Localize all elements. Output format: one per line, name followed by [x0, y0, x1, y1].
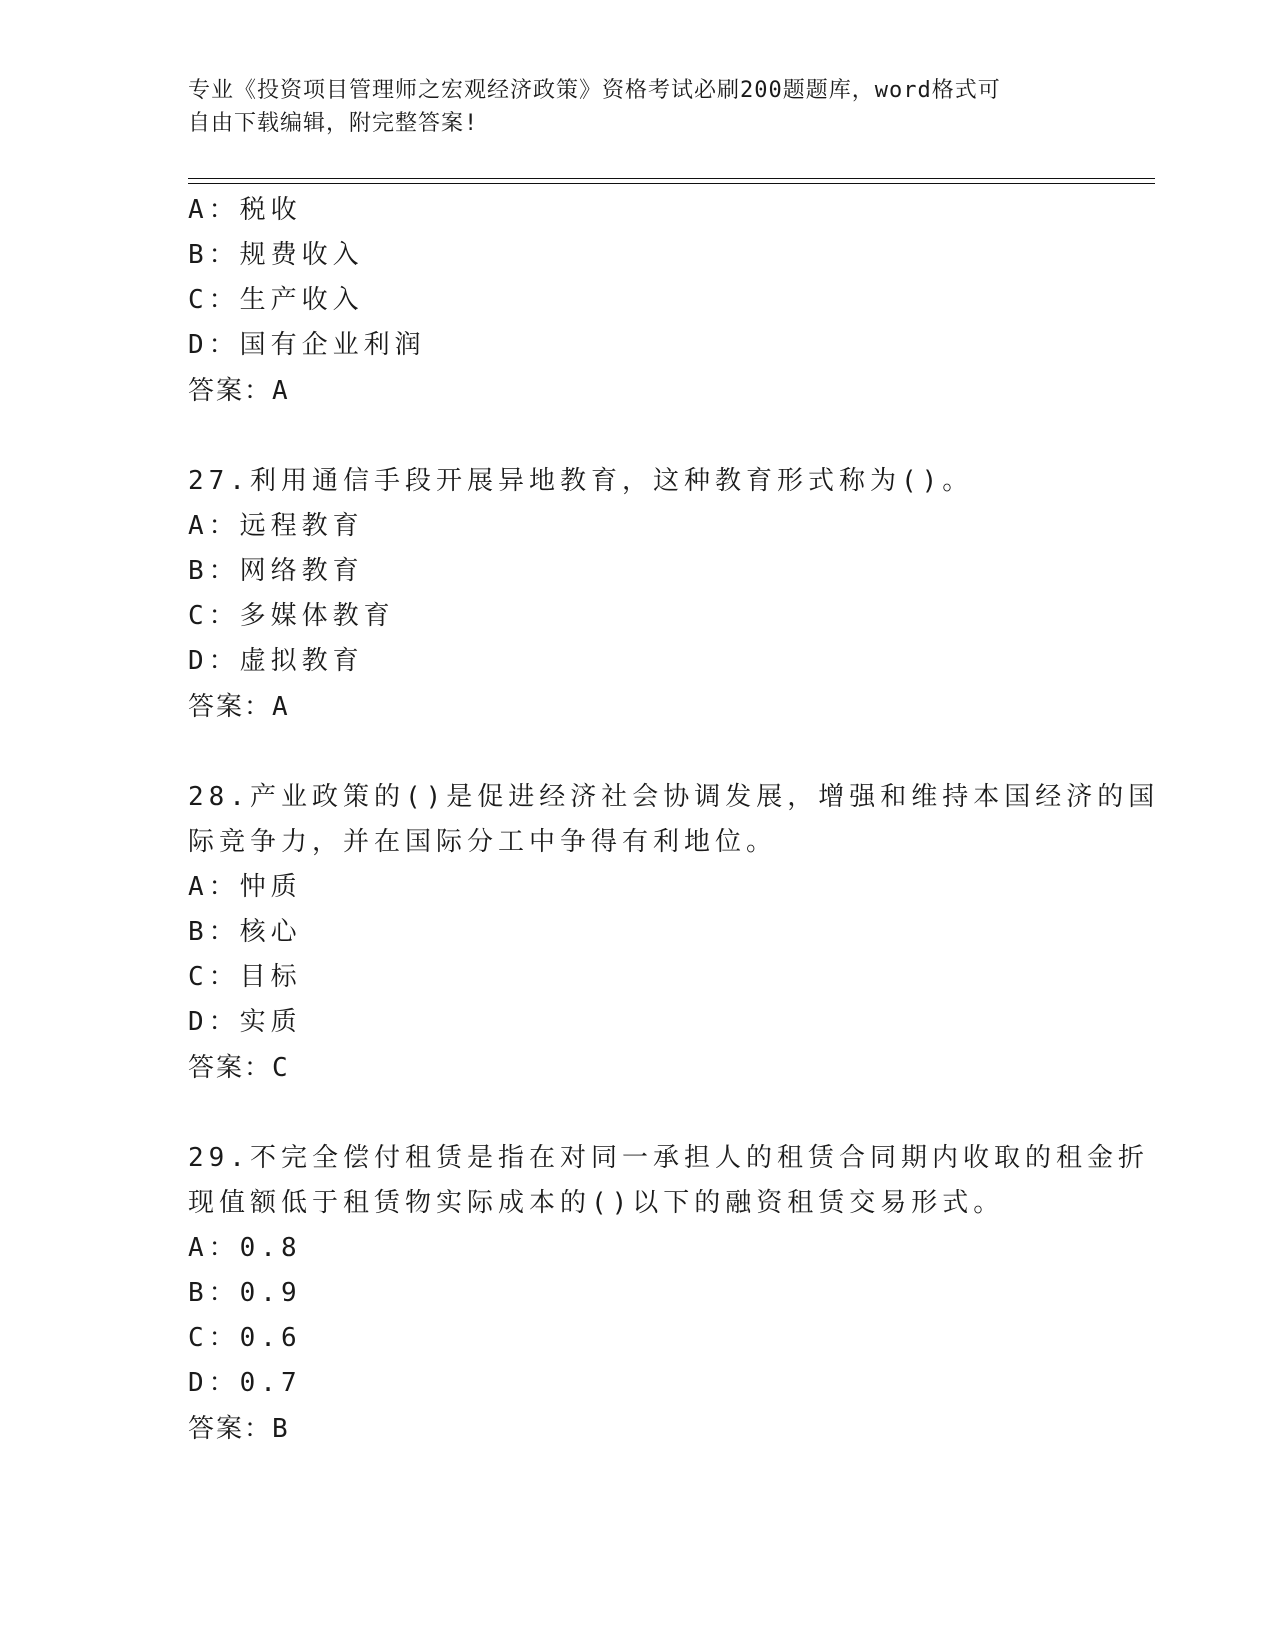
q29-option-c: C：0.6	[188, 1323, 302, 1353]
q29-answer	[188, 1413, 290, 1445]
q29-option-a: A：0.8	[188, 1233, 302, 1263]
q28-option-d: D：实质	[188, 1007, 302, 1037]
answer-label: 答案：	[188, 692, 273, 722]
q26-option-d: D：国有企业利润	[188, 330, 426, 360]
q27-option-a: A：远程教育	[188, 511, 364, 541]
header-divider-bottom	[188, 183, 1155, 184]
answer-value: C	[272, 1053, 290, 1083]
q28-answer	[188, 1052, 290, 1084]
q29-question-line-1: 29.不完全偿付租赁是指在对同一承担人的租赁合同期内收取的租金折	[188, 1143, 1149, 1173]
q28-question-line-1: 28.产业政策的()是促进经济社会协调发展，增强和维持本国经济的国	[188, 782, 1160, 812]
header-title-line-1: 专业《投资项目管理师之宏观经济政策》资格考试必刷200题题库，word格式可	[188, 78, 1001, 103]
q28-question-line-2: 际竞争力，并在国际分工中争得有利地位。	[188, 827, 778, 857]
answer-value: A	[272, 692, 290, 722]
q27-option-d: D：虚拟教育	[188, 646, 364, 676]
answer-label: 答案：	[188, 376, 273, 406]
q28-option-c: C：目标	[188, 962, 302, 992]
answer-label: 答案：	[188, 1414, 273, 1444]
q26-option-a: A：税收	[188, 195, 302, 225]
q29-option-b: B：0.9	[188, 1278, 302, 1308]
q27-question: 27.利用通信手段开展异地教育，这种教育形式称为()。	[188, 466, 974, 496]
answer-value: B	[272, 1414, 290, 1444]
q28-option-a: A：忡质	[188, 872, 302, 902]
q27-answer	[188, 691, 290, 723]
answer-label: 答案：	[188, 1053, 273, 1083]
answer-value: A	[272, 376, 290, 406]
q26-option-c: C：生产收入	[188, 285, 364, 315]
header-divider-top	[188, 178, 1155, 179]
document-header	[188, 74, 1068, 140]
q26-answer	[188, 375, 290, 407]
q29-option-d: D：0.7	[188, 1368, 302, 1398]
header-title-line-2: 自由下载编辑，附完整答案!	[188, 111, 479, 136]
q28-option-b: B：核心	[188, 917, 302, 947]
q26-option-b: B：规费收入	[188, 240, 364, 270]
q27-option-c: C：多媒体教育	[188, 601, 395, 631]
q27-option-b: B：网络教育	[188, 556, 364, 586]
q29-question-line-2: 现值额低于租赁物实际成本的()以下的融资租赁交易形式。	[188, 1188, 1005, 1218]
